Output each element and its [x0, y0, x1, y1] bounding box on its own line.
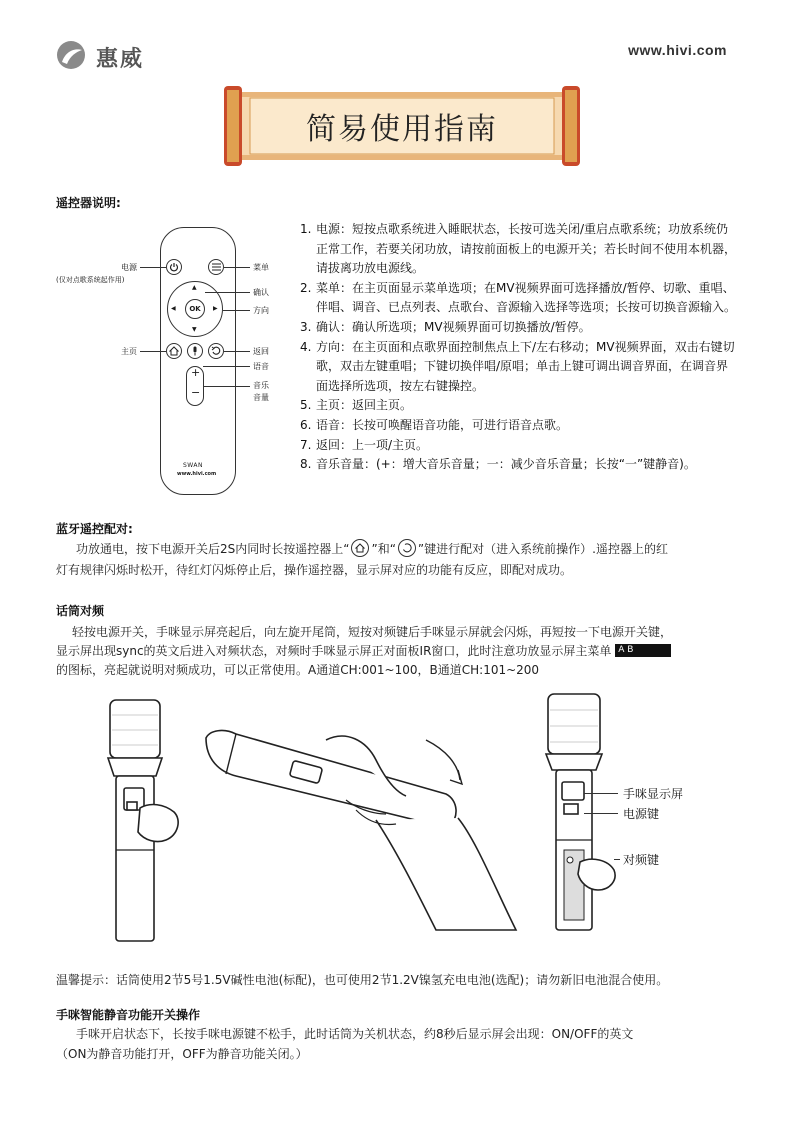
dpad-right-icon: ▶: [213, 305, 218, 312]
bluetooth-heading: 蓝牙遥控配对:: [56, 522, 133, 536]
label-music-volume-2: 音量: [253, 393, 269, 402]
leader-display: [584, 793, 618, 794]
mute-line-2: （ON为静音功能打开，OFF为静音功能关闭。）: [56, 1047, 308, 1061]
step-item: 1. 电源：短按点歌系统进入睡眠状态，长按可选关闭/重启点歌系统；功放系统仍正常工作，若要关闭功放，请按前面板上的电源开关；若长时间不使用本机器，请拔离功放电源线。: [300, 222, 737, 276]
leader-menu: [224, 267, 250, 268]
page-title: 简易使用指南: [306, 112, 498, 147]
dpad-left-icon: ◀: [171, 305, 176, 312]
leader-power: [140, 267, 166, 268]
hivi-logo-icon: [56, 40, 90, 70]
step-item: 8. 音乐音量：(+：增大音乐音量；一：减少音乐音量；长按“一”键静音)。: [300, 457, 696, 472]
remote-url: www.hivi.com: [177, 471, 217, 477]
leader-voice: [203, 366, 250, 367]
label-power: 电源: [121, 263, 137, 272]
mute-line-1: 手咪开启状态下，长按手咪电源键不松手，此时话筒为关机状态，约8秒后显示屏会出现：ON/OFF的英文: [76, 1027, 634, 1041]
step-item: 7. 返回：上一项/主页。: [300, 437, 429, 452]
remote-back-icon: [208, 343, 224, 359]
label-power-note: (仅对点歌系统起作用): [56, 276, 125, 284]
label-voice: 语音: [253, 362, 269, 371]
callout-pair-key: 对频键: [623, 853, 660, 867]
callout-display: 手咪显示屏: [623, 787, 684, 801]
remote-ok-button: OK: [185, 299, 205, 319]
mute-heading: 手咪智能静音功能开关操作: [56, 1008, 201, 1022]
mic-line-1: 轻按电源开关，手咪显示屏亮起后，向左旋开尾筒，短按对频键后手咪显示屏就会闪烁，再短按一下电源开关键，: [72, 625, 673, 639]
back-icon: [398, 539, 416, 557]
leader-power-key: [584, 813, 618, 814]
remote-home-icon: [166, 343, 182, 359]
volume-minus-icon: −: [191, 386, 201, 399]
step-item: 5. 主页：返回主页。: [300, 398, 413, 413]
leader-back: [224, 351, 250, 352]
label-confirm: 确认: [253, 288, 269, 297]
label-direction: 方向: [253, 306, 269, 315]
leader-pair-key: [614, 859, 620, 860]
remote-heading: 遥控器说明:: [56, 196, 121, 210]
mic-left-illustration: [90, 690, 200, 950]
remote-menu-icon: [208, 259, 224, 275]
step-item: 2. 菜单：在主页面显示菜单选项；在MV视频界面可选择播放/暂停、切歌、重唱、伴唱、调音、已点列表、点歌台、音源输入选择等选项；长按可切换音源输入。: [300, 280, 737, 315]
leader-confirm: [205, 292, 250, 293]
leader-direction: [223, 310, 250, 311]
remote-voice-icon: [187, 343, 203, 359]
label-home: 主页: [121, 347, 137, 356]
site-url: www.hivi.com: [628, 42, 727, 58]
step-item: 6. 语音：长按可唤醒语音功能，可进行语音点歌。: [300, 417, 569, 432]
step-item: 3. 确认：确认所选项；MV视频界面可切换播放/暂停。: [300, 319, 591, 334]
mic-heading: 话筒对频: [56, 604, 105, 618]
bluetooth-line-2: 灯有规律闪烁时松开，待红灯闪烁停止后，操作遥控器，显示屏对应的功能有反应，即配对成功。: [56, 563, 573, 577]
mic-line-2: 显示屏出现sync的英文后进入对频状态，对频时手咪显示屏正对面板IR窗口，此时注意功放显示屏主菜单 A B: [56, 641, 756, 662]
dpad-up-icon: ▲: [192, 284, 197, 291]
battery-tip: 温馨提示：话筒使用2节5号1.5V碱性电池(标配)，也可使用2节1.2V镍氢充电电池(选配)；请勿新旧电池混合使用。: [56, 973, 669, 987]
remote-power-icon: [166, 259, 182, 275]
remote-brand: SWAN: [183, 462, 204, 469]
step-item: 4. 方向：在主页面和点歌界面控制焦点上下/左右移动；MV视频界面，双击右键切歌，双击左键重唱；下键切换伴唱/原唱；单击上键可调出调音界面，在调音界面选择所选项，按左右键操控。: [300, 339, 735, 393]
brand-name: 惠威: [96, 47, 145, 72]
mic-line-3: 的图标，亮起就说明对频成功，可以正常使用。A通道CH:001~100，B通道CH:101~200: [56, 663, 540, 677]
label-back: 返回: [253, 347, 269, 356]
remote-steps-list: [300, 220, 740, 475]
dpad-down-icon: ▼: [192, 326, 197, 333]
menu-ab-label: A B: [615, 644, 671, 657]
bluetooth-line-1: 功放通电，按下电源开关后2S内同时长按遥控器上“ ”和“ ”键进行配对（进入系统前操作）.遥控器上的红: [76, 539, 756, 560]
callout-power-key: 电源键: [623, 807, 660, 821]
volume-plus-icon: +: [191, 366, 201, 379]
label-music-volume-1: 音乐: [253, 381, 269, 390]
home-icon: [351, 539, 369, 557]
hand-mic-illustration: [196, 700, 526, 940]
leader-home: [140, 351, 166, 352]
label-menu: 菜单: [253, 263, 269, 272]
mic-right-illustration: [540, 690, 620, 940]
leader-volume: [204, 386, 250, 387]
